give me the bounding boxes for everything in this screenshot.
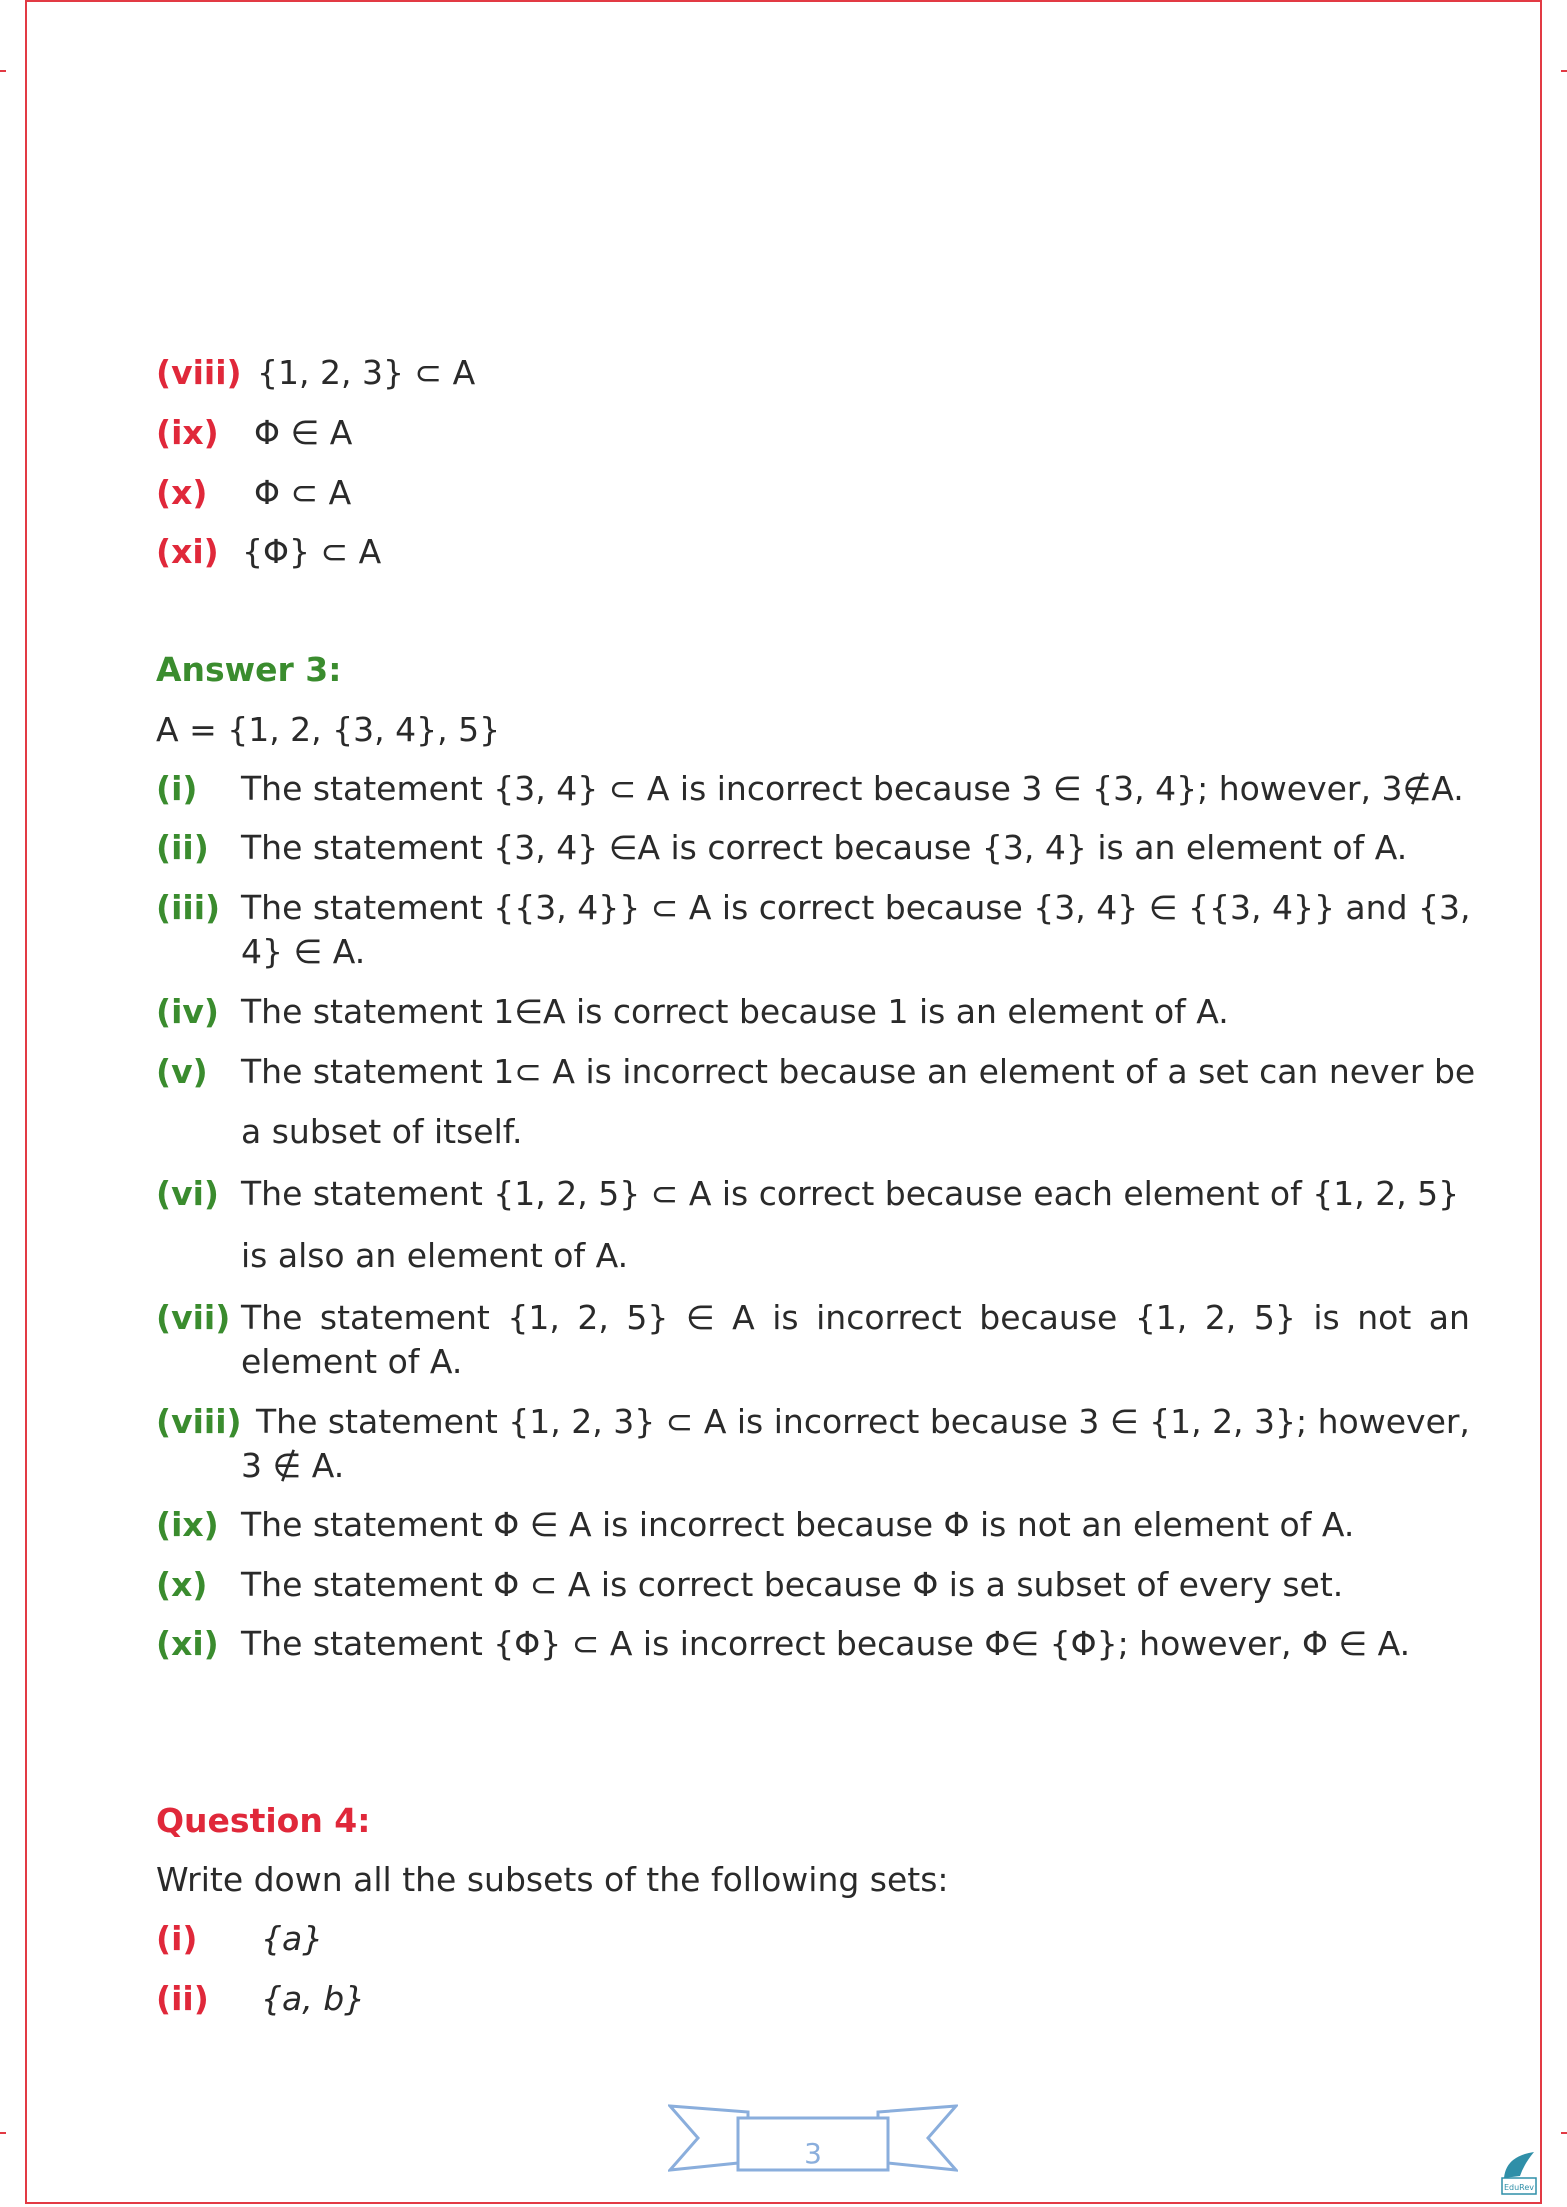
word: {1, <box>507 1298 560 1337</box>
margin-tick <box>0 70 6 72</box>
word: 5} <box>1253 1298 1296 1337</box>
margin-tick <box>1561 2132 1567 2134</box>
answer-text: The statement {3, 4} ∈A is correct because {3, 4} is an element of A. <box>241 828 1408 867</box>
answer-text: The statement {1, 2, 3} ⊂ A is incorrect because 3 ∈ {1, 2, 3}; however, <box>256 1402 1470 1441</box>
edurev-logo-icon <box>1500 2150 1538 2196</box>
word: 2, <box>577 1298 609 1337</box>
item-text: {Φ} ⊂ A <box>242 532 382 571</box>
answer-text: The statement 1⊂ A is incorrect because an element of a set can never be <box>241 1052 1476 1091</box>
answer-text-justified <box>241 1298 1470 1338</box>
question-heading: Question 4: <box>156 1801 371 1840</box>
word: because <box>979 1298 1118 1337</box>
word: an <box>1428 1298 1470 1337</box>
answer-number: (ii) <box>156 828 209 867</box>
answer-text-cont: is also an element of A. <box>241 1236 629 1275</box>
answer-text-cont: 4} ∈ A. <box>241 932 366 971</box>
answer-number: (ix) <box>156 1505 219 1544</box>
word: 2, <box>1204 1298 1237 1337</box>
answer-text: The statement Φ ⊂ A is correct because Φ is a subset of every set. <box>241 1565 1344 1604</box>
word: 5} <box>626 1298 669 1337</box>
word: is <box>1313 1298 1340 1337</box>
svg-text:EduRev: EduRev <box>1503 2183 1535 2192</box>
item-text: Φ ⊂ A <box>254 473 352 512</box>
answer-heading: Answer 3: <box>156 650 342 689</box>
margin-tick <box>0 2132 6 2134</box>
answer-number: (iv) <box>156 992 219 1031</box>
word: is <box>772 1298 799 1337</box>
answer-number: (vii) <box>156 1298 231 1337</box>
item-text: {1, 2, 3} ⊂ A <box>257 353 476 392</box>
question-prompt: Write down all the subsets of the following sets: <box>156 1860 949 1899</box>
answer-text: The statement {1, 2, 5} ⊂ A is correct because each element of {1, 2, 5} <box>241 1174 1460 1213</box>
answer-number: (v) <box>156 1052 208 1091</box>
answer-text: The statement {3, 4} ⊂ A is incorrect because 3 ∈ {3, 4}; however, 3∉A. <box>241 769 1464 808</box>
answer-number: (vi) <box>156 1174 219 1213</box>
answer-text-cont: 3 ∉ A. <box>241 1446 345 1485</box>
word: The <box>241 1298 303 1337</box>
answer-text-cont: a subset of itself. <box>241 1112 523 1151</box>
answer-text: The statement {{3, 4}} ⊂ A is correct because {3, 4} ∈ {{3, 4}} and {3, <box>241 888 1471 927</box>
item-number: (ii) <box>156 1979 209 2018</box>
item-text: {a, b} <box>261 1979 366 2018</box>
answer-text: The statement Φ ∈ A is incorrect because Φ is not an element of A. <box>241 1505 1355 1544</box>
word: {1, <box>1134 1298 1188 1337</box>
page-number: 3 <box>804 2137 822 2170</box>
word: A <box>732 1298 755 1337</box>
word: statement <box>319 1298 490 1337</box>
answer-number: (i) <box>156 769 198 808</box>
answer-text: The statement 1∈A is correct because 1 is an element of A. <box>241 992 1229 1031</box>
item-number: (i) <box>156 1919 198 1958</box>
margin-tick <box>1561 70 1567 72</box>
word: incorrect <box>816 1298 962 1337</box>
item-text: {a} <box>261 1919 324 1958</box>
answer-text: The statement {Φ} ⊂ A is incorrect because Φ∈ {Φ}; however, Φ ∈ A. <box>241 1624 1411 1663</box>
answer-number: (viii) <box>156 1402 242 1441</box>
answer-number: (iii) <box>156 888 221 927</box>
word: not <box>1357 1298 1412 1337</box>
answer-number: (x) <box>156 1565 208 1604</box>
item-number: (xi) <box>156 532 219 571</box>
item-text: Φ ∈ A <box>254 413 353 452</box>
set-definition: A = {1, 2, {3, 4}, 5} <box>156 710 501 749</box>
item-number: (ix) <box>156 413 219 452</box>
item-number: (x) <box>156 473 208 512</box>
answer-number: (xi) <box>156 1624 219 1663</box>
item-number: (viii) <box>156 353 242 392</box>
answer-text-cont: element of A. <box>241 1342 463 1381</box>
word: ∈ <box>685 1298 715 1337</box>
